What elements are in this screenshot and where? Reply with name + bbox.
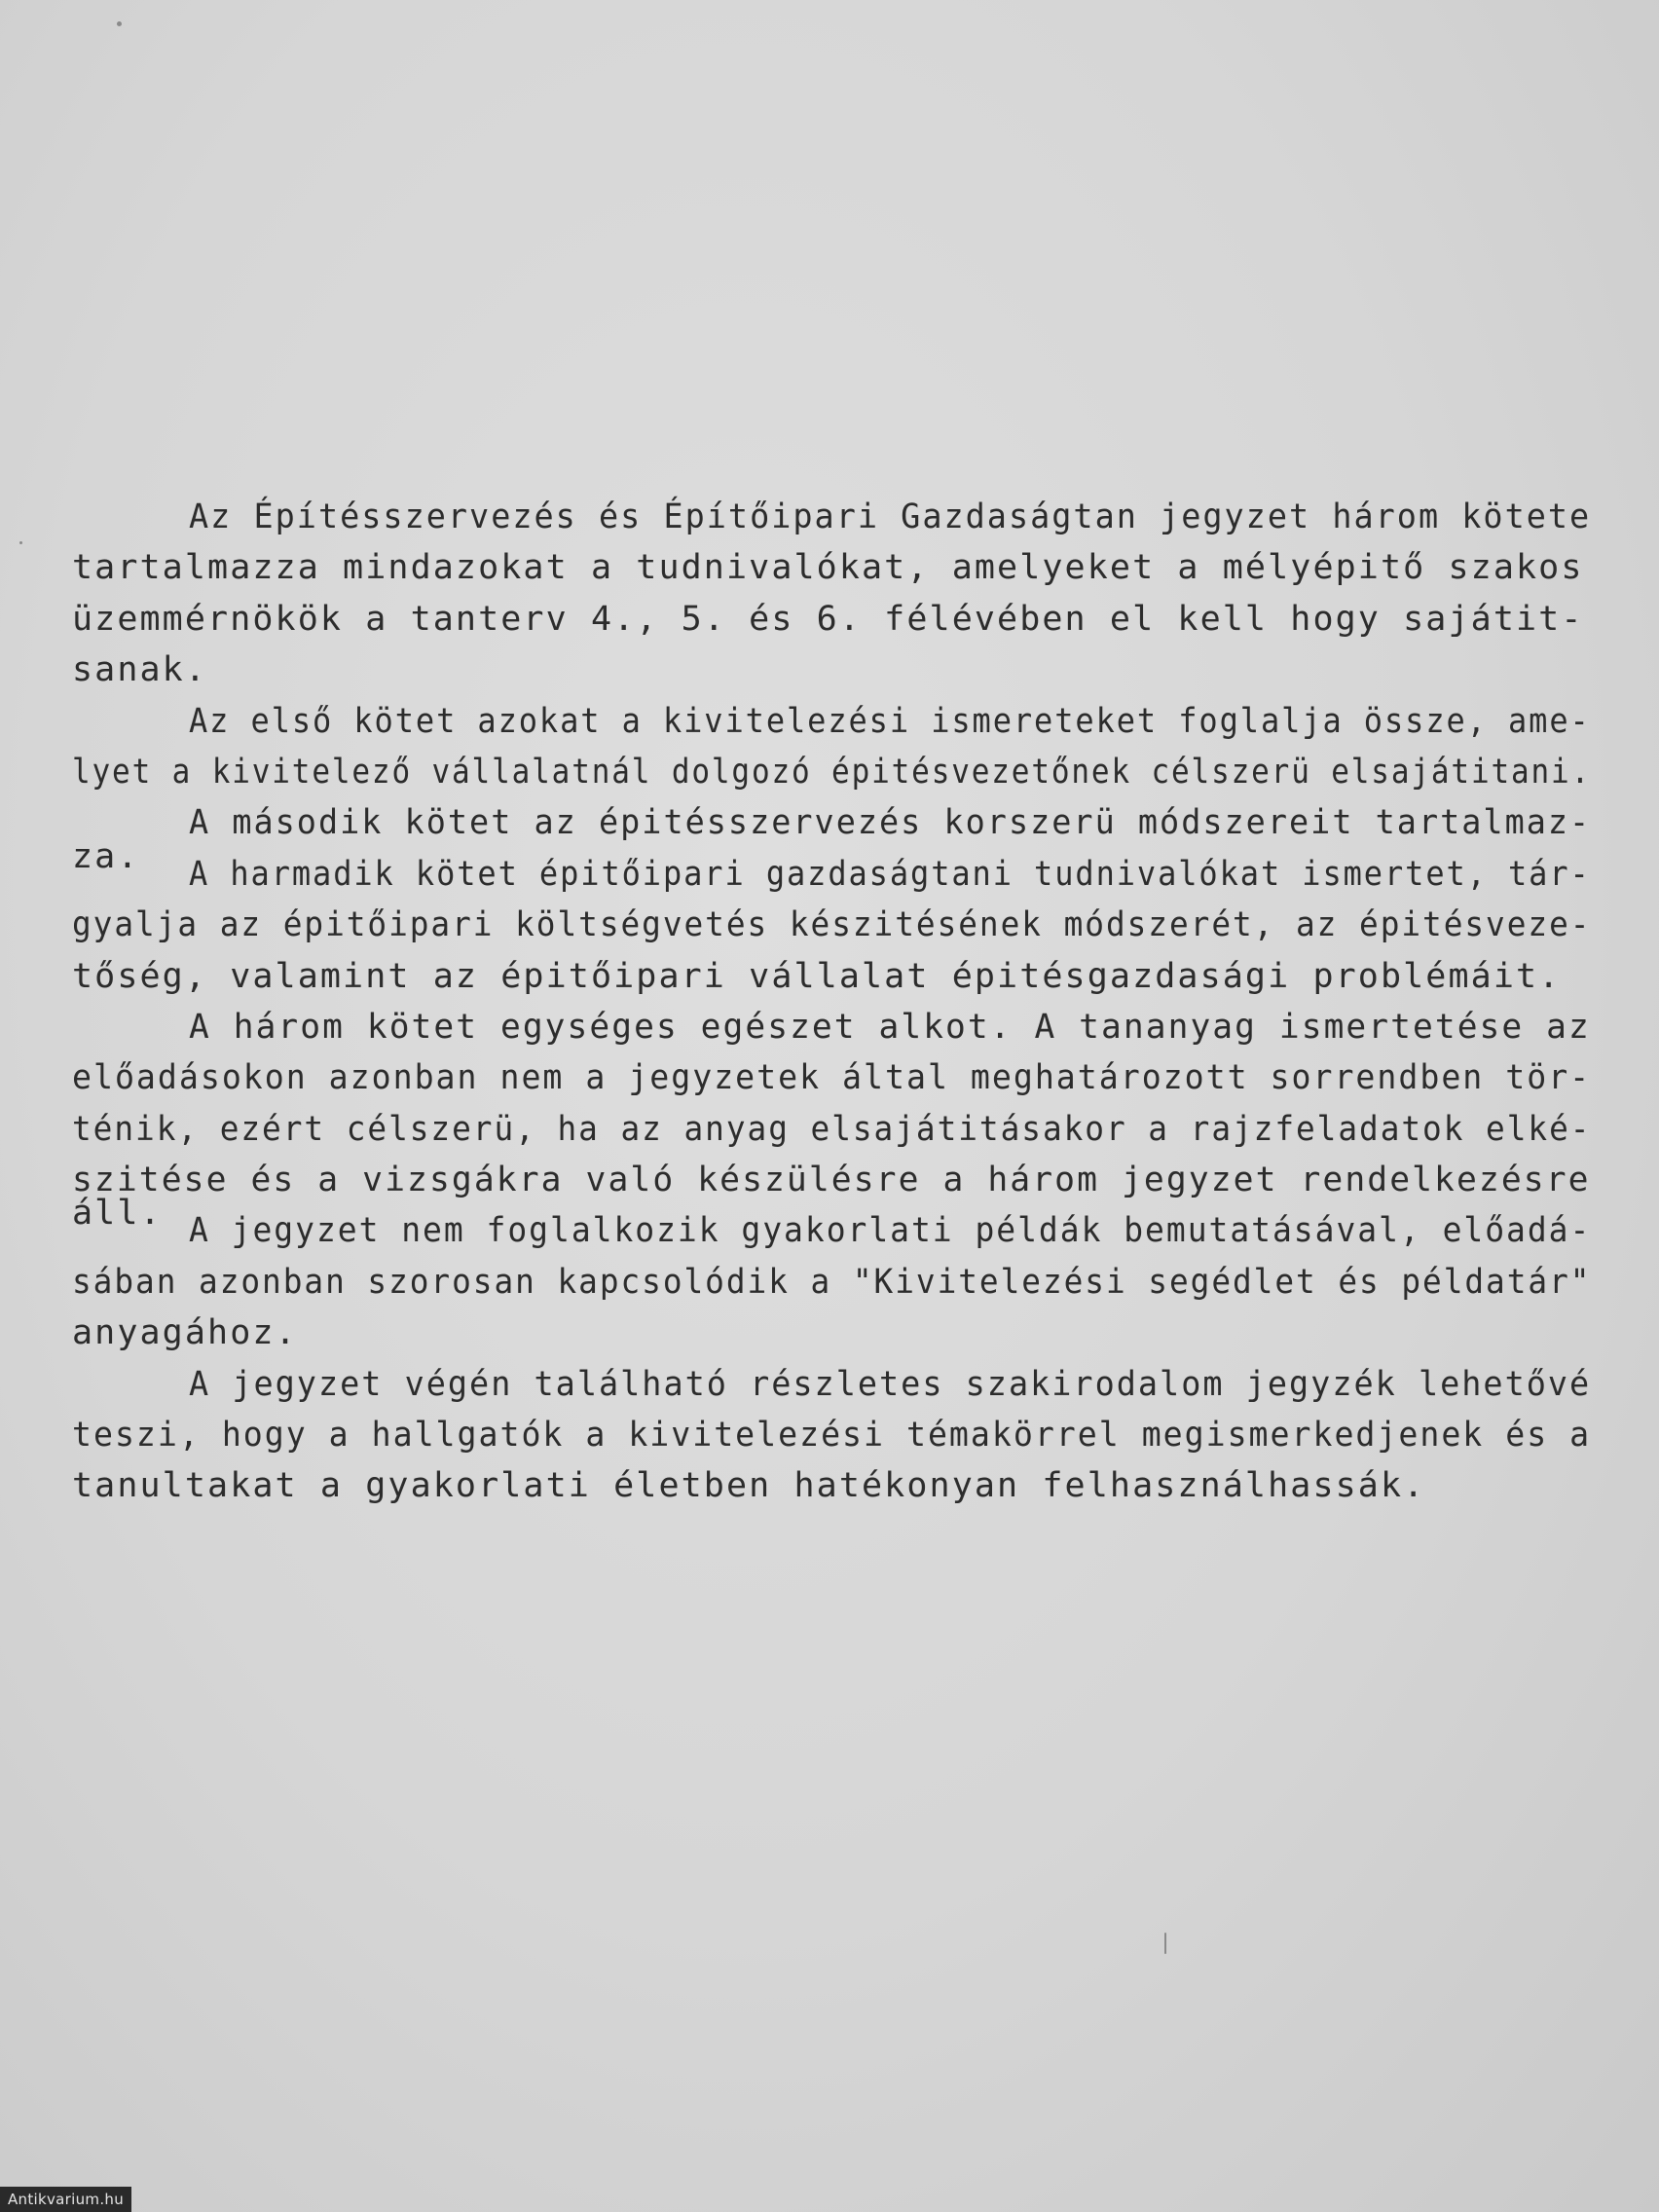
- line-text: sanak.: [72, 650, 208, 690]
- line-text: A jegyzet végén található részletes szakirodalom jegyzék lehetővé: [189, 1364, 1592, 1404]
- dust-speck: [1164, 1933, 1166, 1954]
- line-text: A második kötet az épitésszervezés korszerü módszereit tartalmaz-: [189, 803, 1592, 843]
- line-text: üzemmérnökök a tanterv 4., 5. és 6. félévében el kell hogy sajátit-: [72, 599, 1584, 639]
- body-text: [72, 492, 1591, 1512]
- line-text: tőség, valamint az épitőipari vállalat épitésgazdasági problémáit.: [72, 956, 1562, 996]
- line-text: A harmadik kötet épitőipari gazdaságtani tudnivalókat ismertet, tár-: [189, 854, 1591, 894]
- line-text: tartalmazza mindazokat a tudnivalókat, amelyeket a mélyépitő szakos: [72, 548, 1584, 588]
- line-text: szitése és a vizsgákra való készülésre a három jegyzet rendelkezésre: [72, 1161, 1591, 1200]
- text-line: [72, 1308, 1591, 1358]
- line-text: Az Építésszervezés és Építőipari Gazdaságtan jegyzet három kötete: [189, 498, 1592, 536]
- text-line: [72, 696, 1591, 747]
- text-line: [72, 594, 1591, 645]
- line-text: A három kötet egységes egészet alkot. A tananyag ismertetése az: [189, 1007, 1591, 1047]
- dust-speck: [19, 541, 22, 544]
- line-text: teszi, hogy a hallgatók a kivitelezési témakörrel megismerkedjenek és a: [72, 1416, 1592, 1456]
- line-text: sában azonban szorosan kapcsolódik a "Kivitelezési segédlet és példatár": [72, 1262, 1592, 1302]
- text-line: [72, 951, 1591, 1002]
- text-line: [72, 1002, 1591, 1052]
- text-line: [72, 645, 1591, 695]
- line-text: gyalja az épitőipari költségvetés készitésének módszerét, az épitésveze-: [72, 905, 1592, 945]
- text-line: [72, 797, 1591, 848]
- text-line: [72, 1155, 1591, 1205]
- watermark-badge: Antikvarium.hu: [0, 2187, 131, 2212]
- text-line: [72, 836, 1591, 900]
- dust-speck: [117, 21, 122, 26]
- text-line: [72, 1257, 1591, 1308]
- line-text: előadásokon azonban nem a jegyzetek által meghatározott sorrendben tör-: [72, 1058, 1592, 1098]
- text-line: [72, 900, 1591, 950]
- text-line: [72, 1410, 1591, 1460]
- text-line: [72, 1104, 1591, 1155]
- text-line: [72, 747, 1591, 797]
- text-line: [72, 1194, 1592, 1256]
- line-text: ténik, ezért célszerü, ha az anyag elsajátitásakor a rajzfeladatok elké-: [72, 1109, 1592, 1149]
- hanging-fragment: za.: [72, 836, 140, 876]
- text-line: [72, 1460, 1591, 1511]
- text-line: [72, 492, 1591, 542]
- hanging-fragment: áll.: [72, 1194, 163, 1234]
- line-text: lyet a kivitelező vállalatnál dolgozó épitésvezetőnek célszerü elsajátitani.: [72, 752, 1592, 792]
- line-text: A jegyzet nem foglalkozik gyakorlati példák bemutatásával, előadá-: [189, 1211, 1592, 1251]
- text-line: [72, 1359, 1591, 1410]
- text-line: [72, 1052, 1591, 1103]
- line-text: Az első kötet azokat a kivitelezési ismereteket foglalja össze, ame-: [189, 701, 1591, 741]
- line-text: tanultakat a gyakorlati életben hatékonyan felhasználhassák.: [72, 1466, 1426, 1506]
- line-text: anyagához.: [72, 1313, 298, 1353]
- text-line: [72, 542, 1591, 593]
